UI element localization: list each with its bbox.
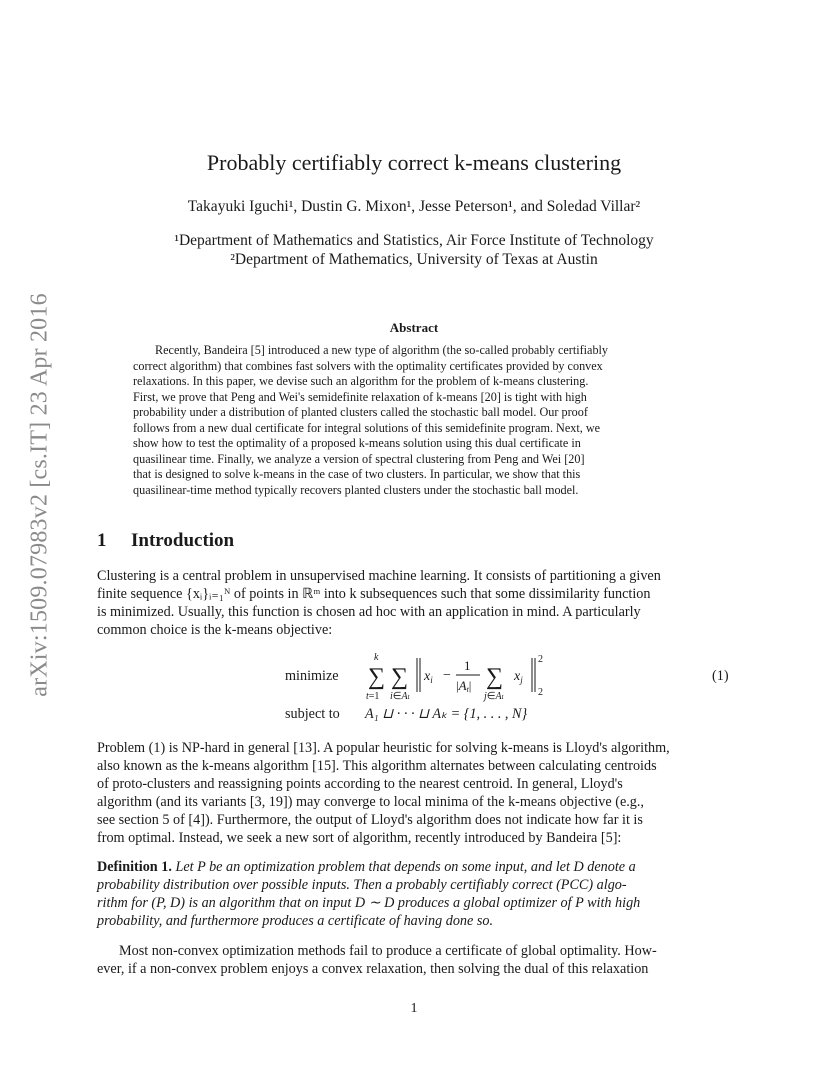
text-line: finite sequence {xᵢ}ᵢ₌₁ᴺ of points in ℝᵐ into k subsequences such that some dissimilarity function bbox=[97, 586, 651, 602]
problem-paragraph bbox=[97, 739, 731, 847]
arxiv-id: arXiv:1509.07983v2 [cs.IT] 23 Apr 2016 bbox=[26, 293, 53, 697]
svg-text:−: − bbox=[443, 668, 451, 683]
author-list: Takayuki Iguchi¹, Dustin G. Mixon¹, Jesse Peterson¹, and Soledad Villar² bbox=[187, 198, 641, 215]
text-line: Problem (1) is NP-hard in general [13]. A popular heuristic for solving k-means is Lloyd's algorithm, bbox=[97, 740, 670, 756]
minimize-label: minimize bbox=[285, 668, 339, 684]
text-line: common choice is the k-means objective: bbox=[97, 622, 333, 638]
svg-text:k: k bbox=[374, 652, 379, 663]
text-line: ever, if a non-convex problem enjoys a convex relaxation, then solving the dual of this relaxation bbox=[97, 961, 649, 977]
svg-text:xj: $x_j$ bbox=[514, 669, 523, 685]
text-line bbox=[97, 912, 731, 930]
paper-title: Probably certifiably correct k-means clustering bbox=[206, 150, 622, 175]
svg-text:xi: $x_i$ bbox=[424, 669, 433, 685]
abstract-line: Recently, Bandeira [5] introduced a new type of algorithm (the so-called probably certifiably bbox=[155, 343, 609, 357]
definition-text: rithm for (P, D) is an algorithm that on input D ∼ D produces a global optimizer of P with high bbox=[97, 895, 641, 911]
text-line: algorithm (and its variants [3, 19]) may converge to local minima of the k-means objective (e.g., bbox=[97, 794, 644, 810]
section-heading bbox=[97, 530, 234, 552]
abstract-heading: Abstract bbox=[389, 320, 439, 335]
text-line: see section 5 of [4]). Furthermore, the output of Lloyd's algorithm does not indicate how far it is bbox=[97, 812, 643, 828]
equation-number: (1) bbox=[712, 668, 729, 684]
text-line bbox=[97, 876, 731, 894]
definition-text: probability distribution over possible inputs. Then a probably certifiably correct (PCC) algo- bbox=[97, 877, 627, 893]
affiliation-2: ²Department of Mathematics, University of Texas at Austin bbox=[230, 251, 598, 268]
abstract-line: relaxations. In this paper, we devise such an algorithm for the problem of k-means clustering. bbox=[133, 374, 589, 388]
svg-text:∑: ∑ bbox=[486, 664, 504, 690]
arxiv-sidebar-stamp bbox=[12, 290, 68, 700]
text-line: of proto-clusters and reassigning points according to the nearest centroid. In general, Lloyd's bbox=[97, 776, 623, 792]
definition-label: Definition 1. bbox=[97, 859, 172, 875]
text-line bbox=[97, 894, 731, 912]
svg-text:|At|: |At| bbox=[456, 678, 472, 694]
affiliation-1: ¹Department of Mathematics and Statistics, Air Force Institute of Technology bbox=[174, 232, 654, 249]
abstract-line: quasilinear-time method typically recovers planted clusters under the stochastic ball model. bbox=[133, 482, 579, 497]
intro-paragraph bbox=[97, 567, 731, 639]
abstract-line: follows from a new dual certificate for integral solutions of this semidefinite program. Next, we bbox=[133, 420, 601, 435]
svg-text:∑: ∑ bbox=[391, 664, 409, 690]
page-number: 1 bbox=[410, 1001, 418, 1016]
section-title: Introduction bbox=[131, 530, 235, 551]
definition-text: Let P be an optimization problem that depends on some input, and let D denote a bbox=[175, 859, 636, 875]
text-line bbox=[97, 858, 731, 876]
svg-text:∑: ∑ bbox=[368, 664, 386, 690]
section-number: 1 bbox=[97, 530, 107, 551]
partition-constraint: A₁ ⊔ · · · ⊔ Aₖ = {1, . . . , N} bbox=[365, 706, 528, 722]
svg-text:i∈At: i∈At bbox=[390, 691, 410, 702]
text-line: Clustering is a central problem in unsupervised machine learning. It consists of partitioning a given bbox=[97, 568, 661, 584]
subject-to-label: subject to bbox=[285, 706, 340, 722]
abstract-line: that is designed to solve k-means in the case of two clusters. In particular, we show that this bbox=[133, 467, 581, 481]
abstract-line: First, we prove that Peng and Wei's semidefinite relaxation of k-means [20] is tight with high bbox=[133, 389, 587, 404]
svg-text:j∈At: j∈At bbox=[484, 691, 504, 702]
abstract-line: correct algorithm) that combines fast solvers with the optimality certificates provided by convex bbox=[133, 358, 603, 373]
svg-text:1: 1 bbox=[464, 658, 471, 673]
svg-text:2: 2 bbox=[538, 654, 543, 665]
definition-block bbox=[97, 858, 731, 930]
definition-text: probability, and furthermore produces a certificate of having done so. bbox=[97, 913, 494, 929]
text-line: from optimal. Instead, we seek a new sort of algorithm, recently introduced by Bandeira [5]: bbox=[97, 830, 622, 846]
text-line: also known as the k-means algorithm [15]. This algorithm alternates between calculating centroids bbox=[97, 758, 657, 774]
final-paragraph bbox=[97, 942, 731, 978]
abstract-body bbox=[133, 343, 694, 498]
abstract-line: quasilinear time. Finally, we analyze a version of spectral clustering from Peng and Wei [20] bbox=[133, 451, 585, 466]
svg-text:2: 2 bbox=[538, 687, 543, 698]
svg-text:t=1: t=1 bbox=[366, 691, 380, 702]
kmeans-objective-formula bbox=[360, 648, 560, 706]
text-line: Most non-convex optimization methods fail to produce a certificate of global optimality. How- bbox=[119, 943, 657, 959]
abstract-line: probability under a distribution of planted clusters called the stochastic ball model. Our proof bbox=[133, 405, 588, 419]
text-line: is minimized. Usually, this function is chosen ad hoc with an application in mind. A particularly bbox=[97, 604, 641, 620]
abstract-line: show how to test the optimality of a proposed k-means solution using this dual certificate in bbox=[133, 436, 581, 450]
